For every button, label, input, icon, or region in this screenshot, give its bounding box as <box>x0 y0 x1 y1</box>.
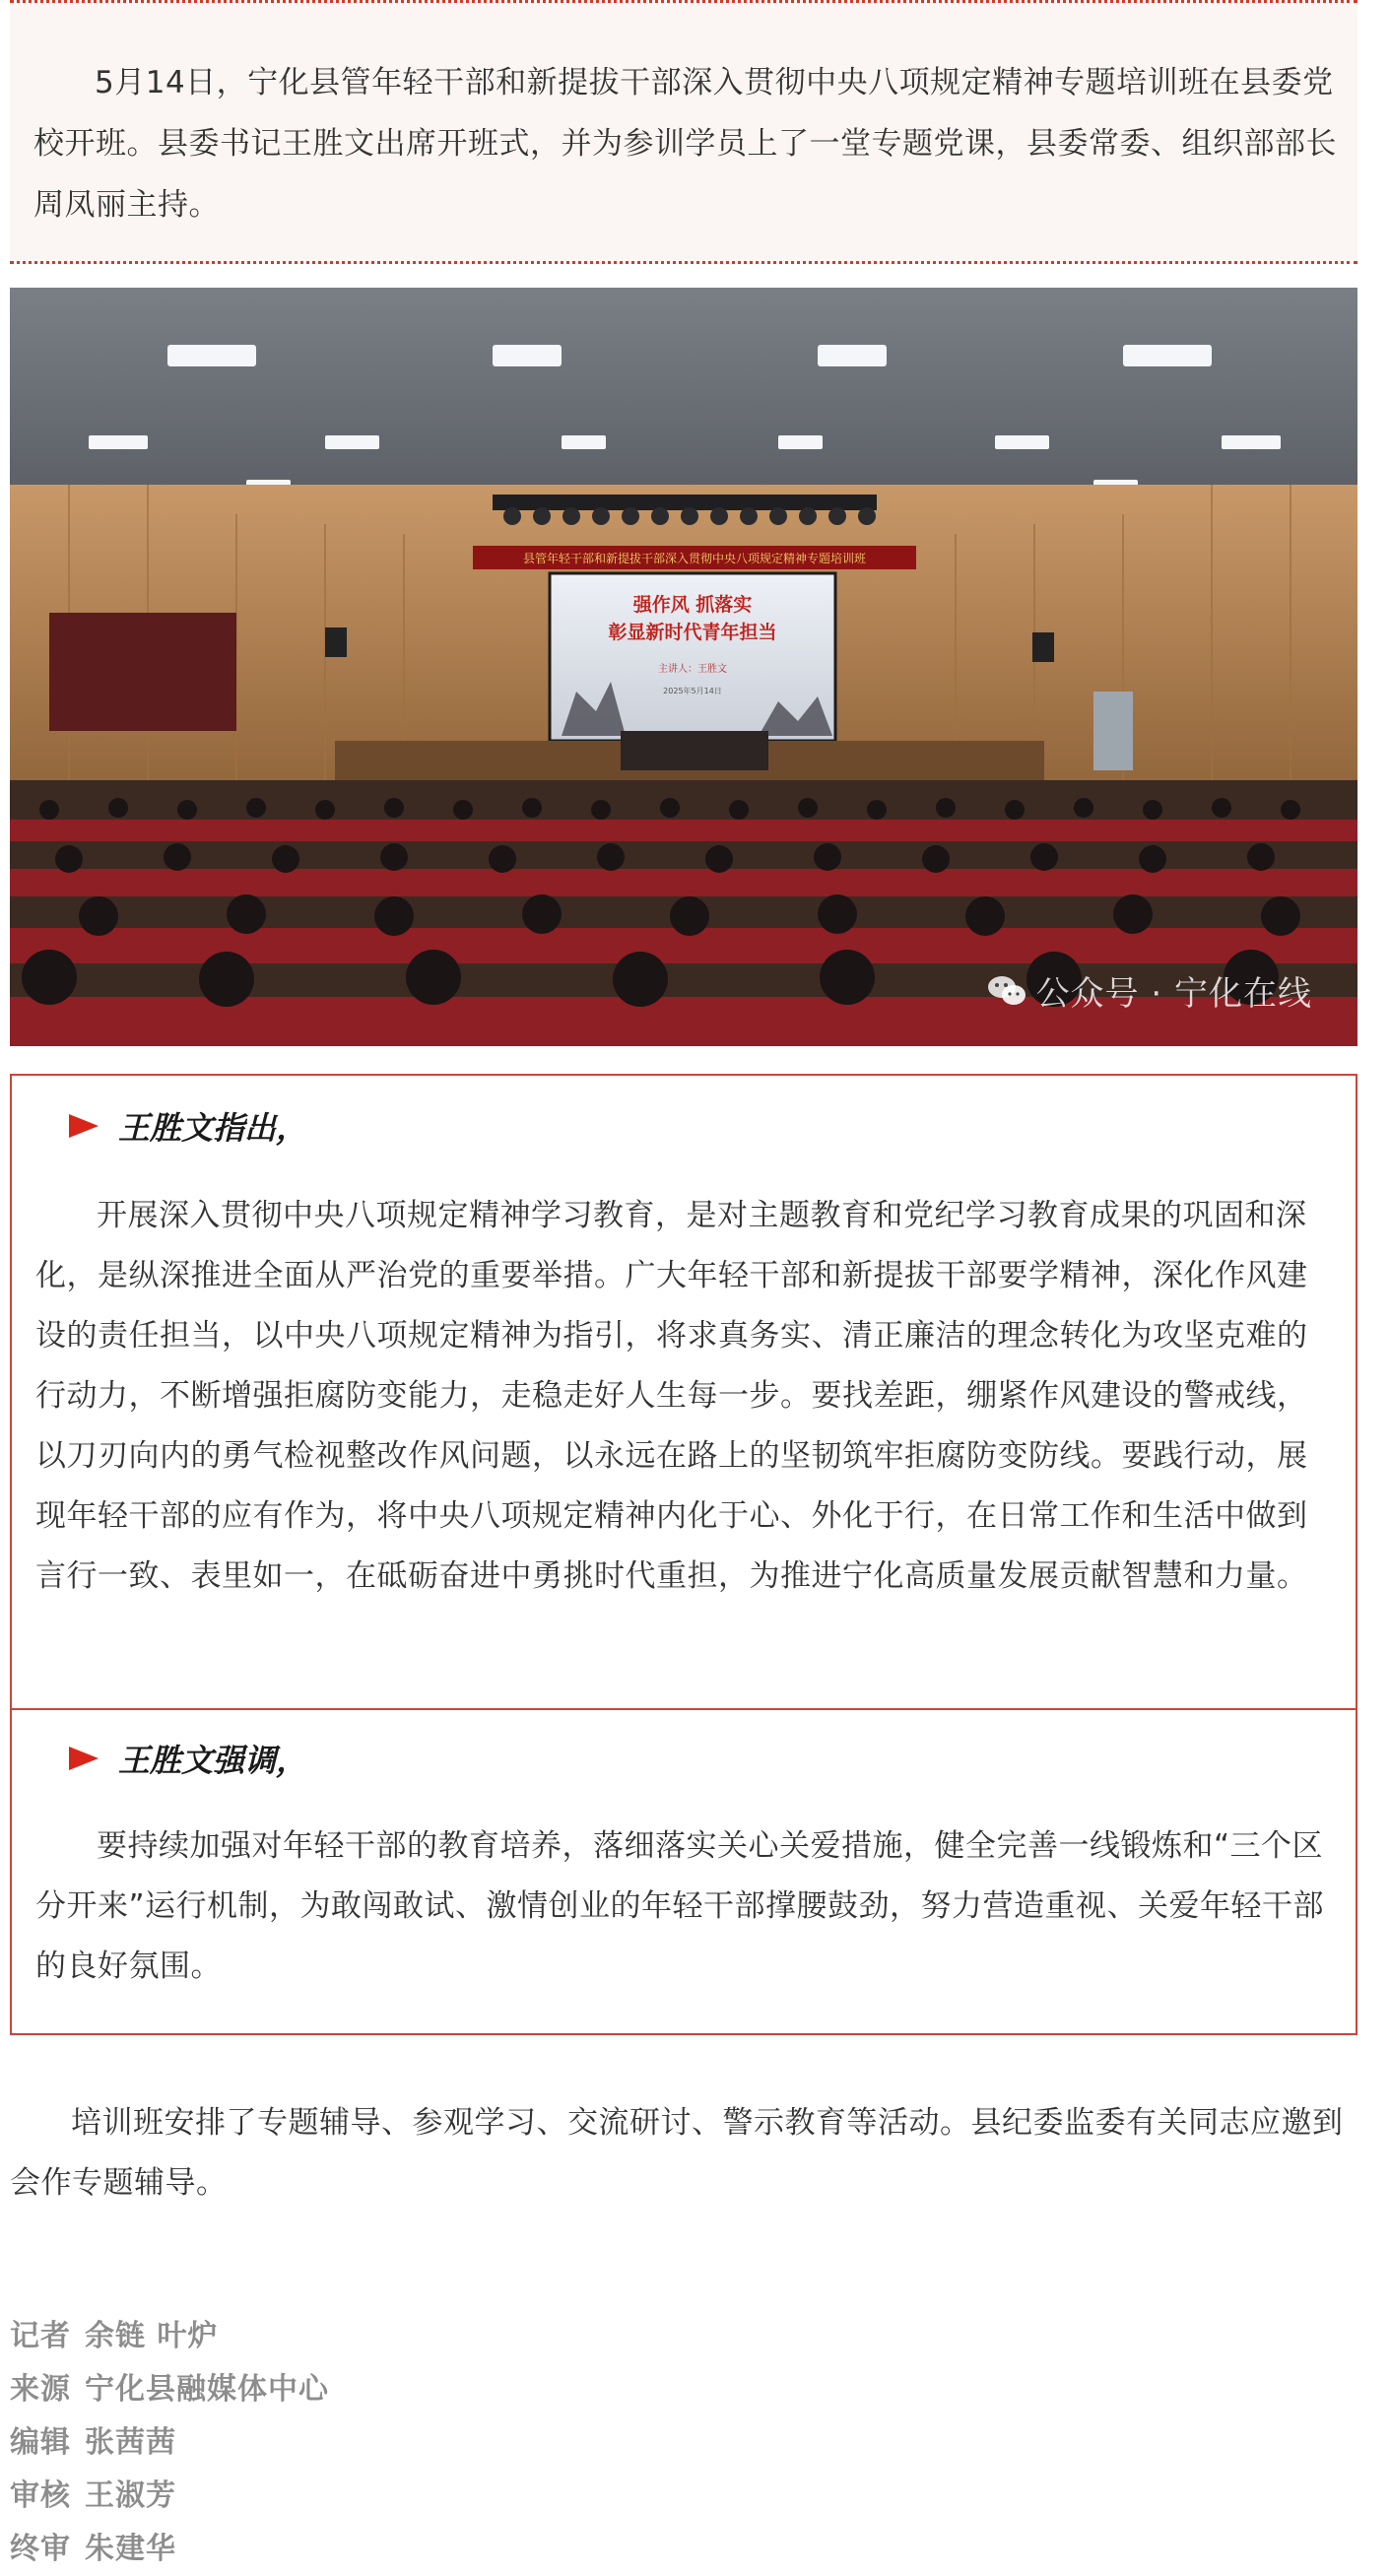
screen-speaker: 主讲人：王胜文 <box>658 664 727 675</box>
intro-box <box>10 0 1357 264</box>
section-heading-2-text: 王胜文强调， <box>118 1742 308 1779</box>
section-body-1: 开展深入贯彻中央八项规定精神学习教育，是对主题教育和党纪学习教育成果的巩固和深化，是纵深推进全面从严治党的重要举措。广大年轻干部和新提拔干部要学精神，深化作风建设的责任担当，以中央八项规定精神为指引，将求真务实、清正廉洁的理念转化为攻坚克难的行动力，不断增强拒腐防变能力，走稳走好人生每一步。要找差距，绷紧作风建设的警戒线，以刀刃向内的勇气检视整改作风问题，以永远在路上的坚韧筑牢拒腐防变防线。要践行动，展现年轻干部的应有作为，将中央八项规定精神内化于心、外化于行，在日常工作和生活中做到言行一致、表里如一，在砥砺奋进中勇挑时代重担，为推进宁化高质量发展贡献智慧和力量。 <box>35 1198 1308 1594</box>
play-triangle-icon <box>69 1114 99 1138</box>
credit-reviewer <box>10 2470 329 2523</box>
section-heading-1 <box>69 1103 307 1149</box>
meeting-photo <box>10 288 1357 1046</box>
credit-value: 张茜茜 <box>85 2425 176 2460</box>
credit-label: 记者 <box>10 2319 71 2353</box>
screen-title-1: 强作风 抓落实 <box>632 594 753 616</box>
wechat-icon <box>987 974 1026 1008</box>
credit-value: 宁化县融媒体中心 <box>85 2372 329 2407</box>
watermark <box>987 966 1312 1015</box>
credit-label: 来源 <box>10 2372 71 2407</box>
screen-title-2: 彰显新时代青年担当 <box>608 622 777 643</box>
quote-box-2 <box>10 1708 1357 2035</box>
credits <box>10 2310 329 2576</box>
credit-editor <box>10 2416 329 2470</box>
credit-value: 余链 叶炉 <box>85 2319 219 2353</box>
credit-value: 朱建华 <box>85 2532 176 2566</box>
quote-box-1 <box>10 1074 1357 1710</box>
credit-label: 审核 <box>10 2478 71 2513</box>
credit-source <box>10 2363 329 2416</box>
play-triangle-icon <box>69 1747 99 1770</box>
section-heading-2 <box>69 1736 307 1781</box>
credit-label: 终审 <box>10 2532 71 2566</box>
credit-final-reviewer <box>10 2523 329 2576</box>
banner-text: 县管年轻干部和新提拔干部深入贯彻中央八项规定精神专题培训班 <box>522 552 867 565</box>
intro-paragraph: 5月14日，宁化县管年轻干部和新提拔干部深入贯彻中央八项规定精神专题培训班在县委党校开班。县委书记王胜文出席开班式，并为参训学员上了一堂专题党课，县委常委、组织部部长周凤丽主持。 <box>33 65 1337 223</box>
closing-paragraph: 培训班安排了专题辅导、参观学习、交流研讨、警示教育等活动。县纪委监委有关同志应邀到会作专题辅导。 <box>10 2105 1344 2201</box>
credit-value: 王淑芳 <box>85 2478 176 2513</box>
credit-label: 编辑 <box>10 2425 71 2460</box>
credit-reporter <box>10 2310 329 2363</box>
auditorium-illustration <box>10 288 1357 1046</box>
watermark-text: 公众号 · 宁化在线 <box>1035 974 1312 1014</box>
screen-date: 2025年5月14日 <box>663 687 722 695</box>
section-body-2: 要持续加强对年轻干部的教育培养，落细落实关心关爱措施，健全完善一线锻炼和“三个区分开来”运行机制，为敢闯敢试、激情创业的年轻干部撑腰鼓劲，努力营造重视、关爱年轻干部的良好氛围。 <box>35 1828 1325 1984</box>
section-heading-1-text: 王胜文指出， <box>118 1109 308 1147</box>
